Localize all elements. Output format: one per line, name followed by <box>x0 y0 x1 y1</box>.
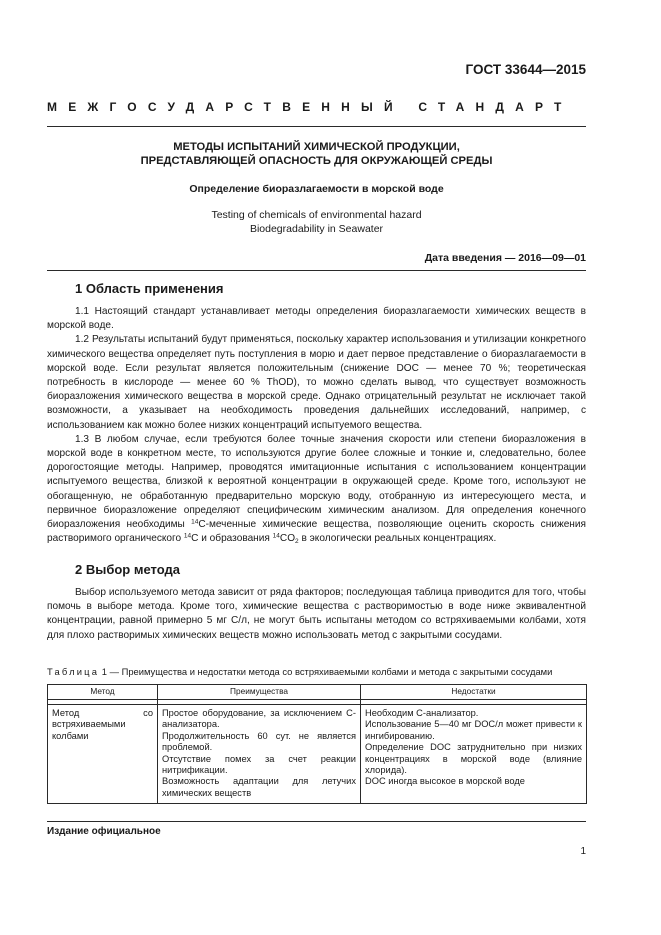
section-1-heading: 1 Область применения <box>75 281 224 296</box>
paragraph-2-1: Выбор используемого метода зависит от ряда факторов; последующая таблица приводится для того, чтобы помочь в выборе метода. Кроме того, химические вещества с растворимостью в воде ниже эквивалентной концентрации, равной примерно 5 мг С/л, не могут быть испытаны методом со встряхиваемыми колбами, хотя для плохо растворимых химических веществ можно использовать метод с закрытыми сосудами. <box>47 587 586 641</box>
section-2-body <box>47 586 586 643</box>
table-header-method: Метод <box>48 685 158 700</box>
introduction-date: Дата введения — 2016—09—01 <box>424 252 586 264</box>
table-caption <box>47 666 552 677</box>
table-row <box>48 705 587 804</box>
table-header-row <box>48 685 587 700</box>
footer-divider <box>47 821 586 822</box>
method-cell: Метод со встряхиваемыми колбами <box>48 705 158 804</box>
section-2-heading: 2 Выбор метода <box>75 562 180 577</box>
standard-type-banner: МЕЖГОСУДАРСТВЕННЫЙ СТАНДАРТ <box>47 100 573 114</box>
official-edition-label: Издание официальное <box>47 826 161 837</box>
paragraph-1-2: 1.2 Результаты испытаний будут применяться, поскольку характер использования и утилизации конкретного химического вещества определяет путь поступления в морю и дает первое представление о биоразлагаемости в морской воде. Если результат является положительным (снижение DOC — менее 70 %; теоретическая потребность в кислороде — менее 60 % ThOD), то можно сделать вывод, что существует возможность биоразложения химического вещества в морской среде. Однако отрицательный результат не исключает такой возможности, а указывает на необходимость проведения дальнейших исследований, например, с использованием как можно более низких концентраций испытуемого вещества. <box>47 334 586 431</box>
disadvantages-cell: Необходим С-анализатор. Использование 5—40 мг DOC/л может привести к ингибированию. Определение DOC затруднительно при низких концентрациях в морской воде (влияние хлорида). DOC иногда высокое в морской воде <box>361 705 587 804</box>
section-1-body <box>47 305 586 546</box>
document-subtitle: Определение биоразлагаемости в морской воде <box>189 183 444 195</box>
table-caption-label: Таблица <box>47 666 100 677</box>
table-caption-text: 1 — Преимущества и недостатки метода со встряхиваемыми колбами и метода с закрытыми сосудами <box>99 666 553 677</box>
isotope-superscript: 14 <box>191 518 199 526</box>
document-code: ГОСТ 33644—2015 <box>465 62 586 77</box>
header-divider <box>47 126 586 127</box>
date-divider <box>47 270 586 271</box>
page-number: 1 <box>580 846 586 857</box>
paragraph-1-3: 1.3 В любом случае, если требуются более точные значения скорости или степени биоразложения в морской воде в конкретном месте, то используются другие более сложные и тонкие и, следовательно, более дорогостоящие методы. Например, проводятся имитационные испытания с использованием концентрации испытуемого вещества, близкой к вероятной концентрации в окружающей среде. Кроме того, используют не обогащенную, не обработанную предварительно морскую воду, отобранную из интересующего места, и первичное биоразложение определяют специфическим химическим анализом. Для определения конечного биоразложения необходимы $^{14}$C-меченные химические вещества, позволяющие оценить скорость снижения растворимого органического $^{14}$C и образования $^{14}CO_2$ в экологически реальных концентрациях. <box>47 433 586 546</box>
english-title-line-1: Testing of chemicals of environmental hazard <box>211 209 422 221</box>
title-line-1: МЕТОДЫ ИСПЫТАНИЙ ХИМИЧЕСКОЙ ПРОДУКЦИИ, <box>173 141 460 153</box>
paragraph-1-1: 1.1 Настоящий стандарт устанавливает методы определения биоразлагаемости химических веществ в морской воде. <box>47 306 586 332</box>
document-title <box>47 140 586 168</box>
methods-comparison-table <box>47 684 587 804</box>
isotope-superscript: 14 <box>272 532 280 540</box>
advantages-cell: Простое оборудование, за исключением С-анализатора. Продолжительность 60 сут. не является проблемой. Отсутствие помех за счет реакции нитрификации. Возможность адаптации для летучих химических веществ <box>158 705 361 804</box>
table-header-disadvantages: Недостатки <box>361 685 587 700</box>
title-line-2: ПРЕДСТАВЛЯЮЩЕЙ ОПАСНОСТЬ ДЛЯ ОКРУЖАЮЩЕЙ СРЕДЫ <box>140 155 493 167</box>
isotope-superscript: 14 <box>183 532 192 540</box>
english-title-line-2: Biodegradability in Seawater <box>249 223 384 235</box>
table-header-advantages: Преимущества <box>158 685 361 700</box>
formula-subscript: 2 <box>295 538 299 546</box>
english-title <box>47 208 586 236</box>
